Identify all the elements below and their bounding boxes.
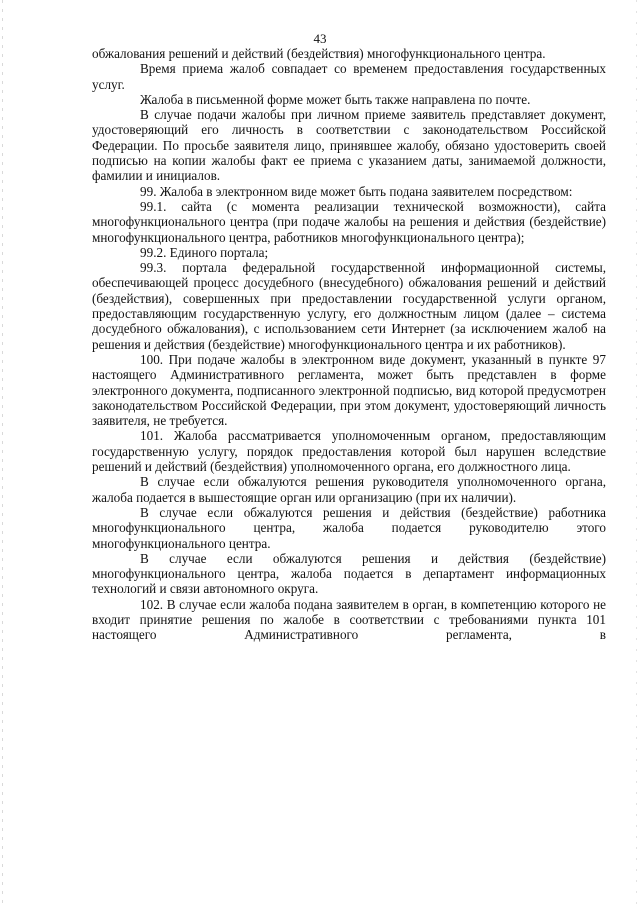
scan-edge-right [636, 0, 637, 905]
page-number: 43 [313, 31, 327, 46]
paragraph: В случае если обжалуются решения и действия (бездействие) работника многофункционального центра, жалоба подается руководителю этого многофункционального центра. [92, 504, 606, 551]
paragraph: 99.1. сайта (с момента реализации технической возможности), сайта многофункционального центра (при подаче жалобы на решения и действия (бездействие) многофункционального центра, работников многофункционального центра); [92, 198, 606, 245]
paragraph: 99.2. Единого портала; [140, 244, 269, 260]
scan-edge-left [2, 0, 3, 905]
paragraph: обжалования решений и действий (бездействия) многофункционального центра. [92, 46, 546, 61]
paragraph: 99.3. портала федеральной государственной информационной системы, обеспечивающей процесс досудебного (внесудебного) обжалования решений и действий (бездействия), совершенных при предоставлении государственной услуги органом, предоставляющим государственную услугу, его должностным лицом (далее – система досудебного обжалования), с использованием сети Интернет (за исключением жалоб на решения и действия (бездействие) многофункционального центра и их работников). [92, 260, 606, 352]
paragraph: Жалоба в письменной форме может быть также направлена по почте. [140, 91, 531, 107]
paragraph: Время приема жалоб совпадает со временем предоставления государственных услуг. [92, 61, 606, 92]
paragraph: 100. При подаче жалобы в электронном виде документ, указанный в пункте 97 настоящего Административного регламента, может быть представлен в форме электронного документа, подписанного электронной подписью, вид которой предусмотрен законодательством Российской Федерации, при этом документ, удостоверяющий личность заявителя, не требуется. [92, 351, 606, 429]
document-body [92, 46, 606, 643]
paragraph: В случае если обжалуются решения и действия (бездействие) многофункционального центра, жалоба подается в департамент информационных технологий и связи автономного округа. [92, 550, 606, 597]
paragraph: 101. Жалоба рассматривается уполномоченным органом, предоставляющим государственную услугу, порядок предоставления которой был нарушен вследствие решений и действий (бездействия) уполномоченного органа, его должностного лица. [92, 428, 606, 475]
paragraph: В случае подачи жалобы при личном приеме заявитель представляет документ, удостоверяющий его личность в соответствии с законодательством Российской Федерации. По просьбе заявителя лицо, принявшее жалобу, обязано удостоверить своей подписью на копии жалобы факт ее приема с указанием даты, занимаемой должности, фамилии и инициалов. [92, 107, 606, 184]
paragraph: 99. Жалоба в электронном виде может быть подана заявителем посредством: [140, 183, 573, 199]
paragraph: В случае если обжалуются решения руководителя уполномоченного органа, жалоба подается в вышестоящие орган или организацию (при их наличии). [92, 474, 606, 505]
paragraph: 102. В случае если жалоба подана заявителем в орган, в компетенцию которого не входит принятие решения по жалобе в соответствии с требованиями пункта 101 настоящего Административного регламента, в [92, 596, 606, 643]
